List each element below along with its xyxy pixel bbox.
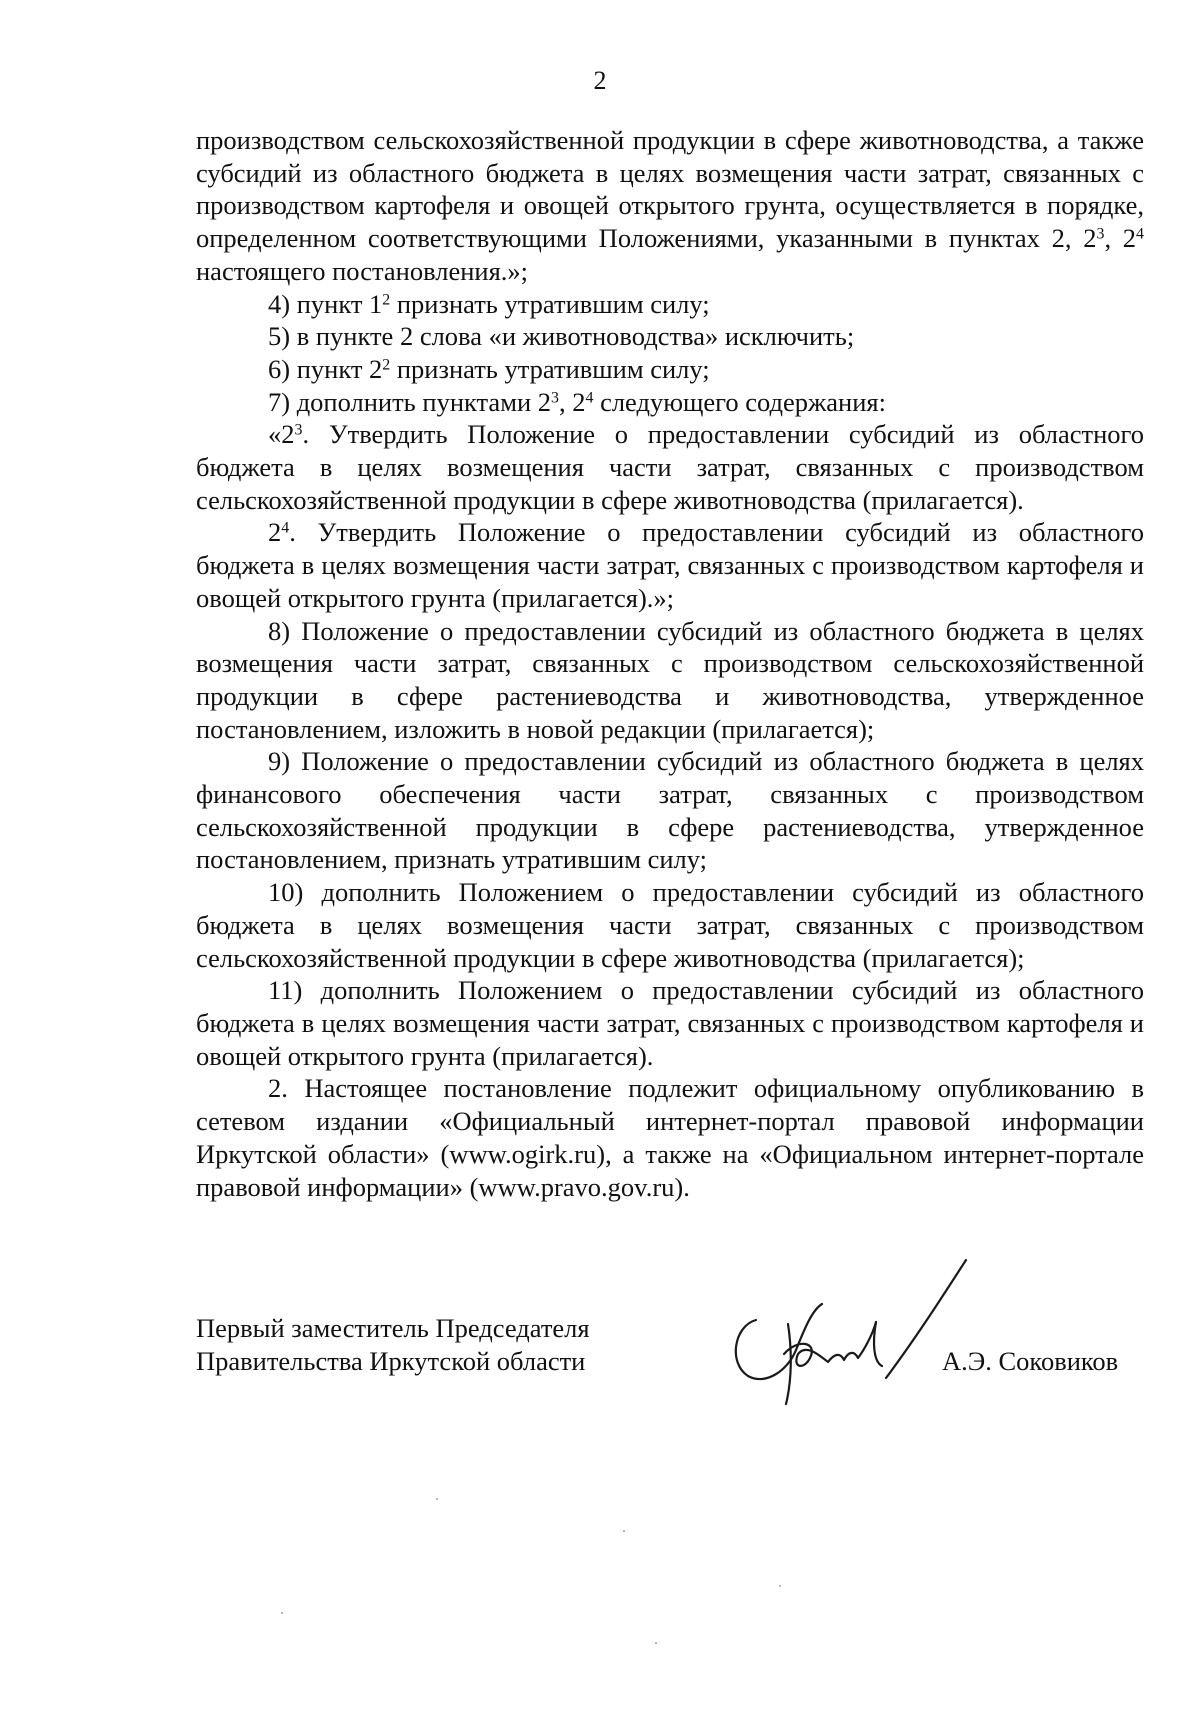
superscript: 2 <box>382 356 391 374</box>
superscript: 2 <box>382 290 391 308</box>
paragraph-text: признать утратившим силу; <box>390 353 710 384</box>
paragraph-text: 10) дополнить Положением о предоставлении субсидий из областного бюджета в целях возмещения части затрат, связанных с производством сельскохозяйственной продукции в сфере животноводства (прилагается); <box>196 877 1144 973</box>
paragraph-text: 4) пункт 1 <box>268 288 383 319</box>
superscript: 4 <box>281 519 290 537</box>
paragraph-text: производством сельскохозяйственной продукции в сфере животноводства, а также субсидий из областного бюджета в целях возмещения части затрат, связанных с производством картофеля и овощей открытого грунта, осуществляется в порядке, определенном соответствующими Положениями, указанными в пунктах 2, 2 <box>196 125 1144 254</box>
signatory-position <box>196 1312 590 1378</box>
paragraph <box>196 353 1144 386</box>
paragraph <box>196 745 1144 876</box>
paragraph-text: настоящего постановления.»; <box>196 255 529 286</box>
signatory-position-line-1: Первый заместитель Председателя <box>196 1313 590 1343</box>
page-number: 2 <box>593 66 607 95</box>
paragraph <box>196 974 1144 1072</box>
paragraph <box>196 1072 1144 1203</box>
paragraph <box>196 876 1144 974</box>
scan-speck <box>655 1642 657 1644</box>
superscript: 4 <box>585 388 594 406</box>
paragraph-text: . Утвердить Положение о предоставлении субсидий из областного бюджета в целях возмещения части затрат, связанных с производством сельскохозяйственной продукции в сфере животноводства (прилагается). <box>196 419 1144 515</box>
paragraph-text: 9) Положение о предоставлении субсидий из областного бюджета в целях финансового обеспечения части затрат, связанных с производством сельскохозяйственной продукции в сфере растениеводства, утвержденное постановлением, признать утратившим силу; <box>196 746 1144 875</box>
signatory-name: А.Э. Соковиков <box>942 1346 1119 1376</box>
paragraph-text: 8) Положение о предоставлении субсидий из областного бюджета в целях возмещения части затрат, связанных с производством сельскохозяйственной продукции в сфере растениеводства и животноводства, утвержденное постановлением, изложить в новой редакции (прилагается); <box>196 615 1144 744</box>
scan-speck <box>779 1585 781 1587</box>
paragraph-text: «2 <box>268 419 295 450</box>
paragraph-text: , 2 <box>1104 223 1137 254</box>
scan-speck <box>623 1530 625 1532</box>
paragraph <box>196 516 1144 614</box>
scan-speck <box>436 1498 438 1500</box>
paragraph-text: . Утвердить Положение о предоставлении субсидий из областного бюджета в целях возмещения части затрат, связанных с производством картофеля и овощей открытого грунта (прилагается).»; <box>196 517 1144 613</box>
paragraph <box>196 320 1144 353</box>
paragraph <box>196 615 1144 746</box>
superscript: 3 <box>551 388 559 406</box>
paragraph-text: 6) пункт 2 <box>268 353 383 384</box>
handwritten-signature <box>726 1258 976 1408</box>
paragraph-text: 5) в пункте 2 слова «и животноводства» исключить; <box>268 321 855 352</box>
paragraph-text: следующего содержания: <box>593 386 886 417</box>
superscript: 4 <box>1136 225 1144 243</box>
paragraph-text: , 2 <box>558 386 586 417</box>
scan-speck <box>281 1612 283 1614</box>
paragraph-text: признать утратившим силу; <box>390 288 710 319</box>
signatory-position-line-2: Правительства Иркутской области <box>196 1346 586 1376</box>
paragraph-text: 2. Настоящее постановление подлежит официальному опубликованию в сетевом издании «Официальный интернет-портал правовой информации Иркутской области» (www.ogirk.ru), а также на «Официальном интернет-портале правовой информации» (www.pravo.gov.ru). <box>196 1073 1144 1202</box>
paragraph <box>196 288 1144 321</box>
superscript: 3 <box>294 421 303 439</box>
paragraph <box>196 124 1144 288</box>
document-body <box>196 124 1144 1203</box>
paragraph-text: 7) дополнить пунктами 2 <box>268 386 552 417</box>
paragraph-text: 11) дополнить Положением о предоставлении субсидий из областного бюджета в целях возмещения части затрат, связанных с производством картофеля и овощей открытого грунта (прилагается). <box>196 975 1144 1071</box>
paragraph-text: 2 <box>268 517 282 548</box>
paragraph <box>196 386 1144 419</box>
paragraph <box>196 418 1144 516</box>
superscript: 3 <box>1096 225 1105 243</box>
